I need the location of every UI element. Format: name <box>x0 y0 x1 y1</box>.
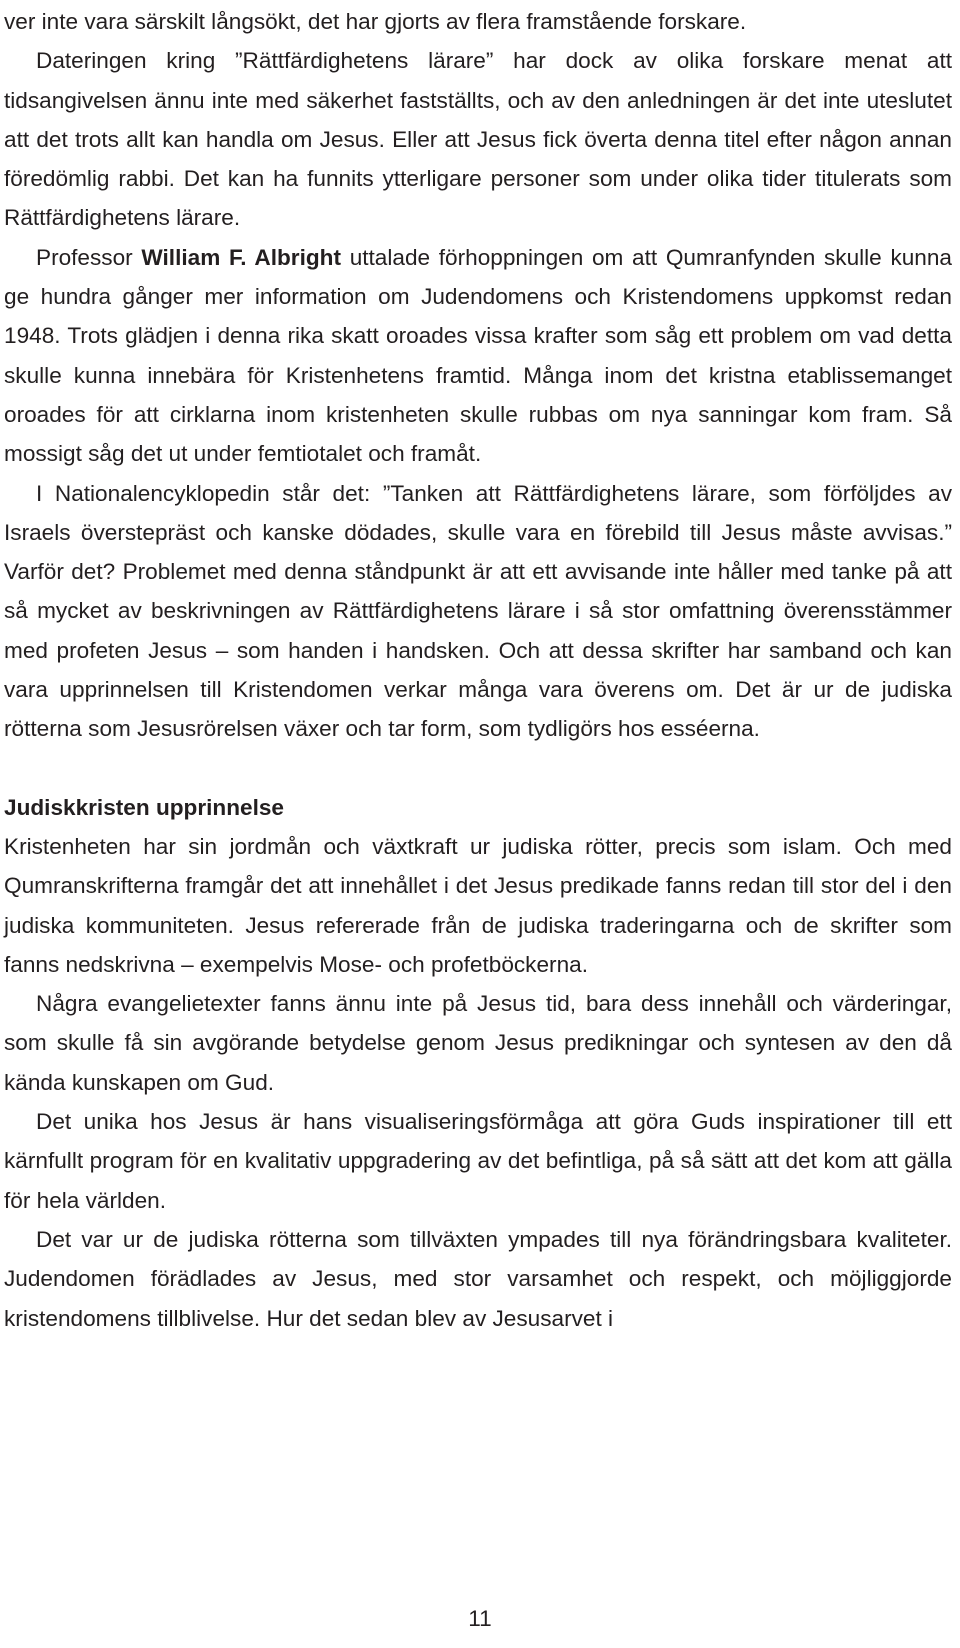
paragraph-3-rest: uttalade förhoppningen om att Qumranfynden skulle kunna ge hundra gånger mer information om Judendomens och Kristendomens uppkomst redan 1948. Trots glädjen i denna rika skatt oroades vissa krafter som såg ett problem om vad detta skulle kunna innebära för Kristenhetens framtid. Många inom det kristna etablissemanget oroades för att cirklarna inom kristenheten skulle rubbas om nya sanningar kom fram. Så mossigt såg det ut under femtiotalet och framåt. <box>4 244 952 467</box>
section-paragraph-4: Det var ur de judiska rötterna som tillväxten ympades till nya förändringsbara kvaliteter. Judendomen förädlades av Jesus, med stor varsamhet och respekt, och möjliggjorde kristendomens tillblivelse. Hur det sedan blev av Jesusarvet i <box>4 1226 952 1331</box>
page-number: 11 <box>468 1606 492 1631</box>
section-gap <box>4 749 952 788</box>
person-name: William F. Albright <box>141 244 341 270</box>
section-paragraph-1: Kristenheten har sin jordmån och växtkraft ur judiska rötter, precis som islam. Och med Qumranskrifterna framgår det att innehållet i det Jesus predikade fanns redan till stor del i den judiska kommuniteten. Jesus refererade från de judiska traderingarna och de skrifter som fanns nedskrivna – exempelvis Mose- och profetböckerna. <box>4 833 952 977</box>
paragraph-4: I Nationalencyklopedin står det: ”Tanken att Rättfärdighetens lärare, som förföljdes av Israels överstepräst och kanske dödades, skulle vara en förebild till Jesus måste avvisas.” Varför det? Problemet med denna ståndpunkt är att ett avvisande inte håller med tanke på att så mycket av beskrivningen av Rättfärdighetens lärare i så stor omfattning överensstämmer med profeten Jesus – som handen i handsken. Och att dessa skrifter har samband och kan vara upprinnelsen till Kristendomen verkar många vara överens om. Det är ur de judiska rötterna som Jesusrörelsen växer och tar form, som tydligörs hos esséerna. <box>4 480 952 742</box>
section-heading: Judiskkristen upprinnelse <box>4 794 284 820</box>
page-body <box>4 2 952 1338</box>
paragraph-3-lead: Professor <box>36 244 142 270</box>
paragraph-2: Dateringen kring ”Rättfärdighetens lärare” har dock av olika forskare menat att tidsangivelsen ännu inte med säkerhet fastställts, och av den anledningen är det inte uteslutet att det trots allt kan handla om Jesus. Eller att Jesus fick överta denna titel efter någon annan föredömlig rabbi. Det kan ha funnits ytterligare personer som under olika tider titulerats som Rättfärdighetens lärare. <box>4 48 952 231</box>
paragraph-1: ver inte vara särskilt långsökt, det har gjorts av flera framstående forskare. <box>4 9 747 34</box>
section-paragraph-3: Det unika hos Jesus är hans visualiseringsförmåga att göra Guds inspirationer till ett kärnfullt program för en kvalitativ uppgradering av det befintliga, på så sätt att det kom att gälla för hela världen. <box>4 1109 952 1213</box>
paragraph-3 <box>4 238 952 474</box>
section-paragraph-2: Några evangelietexter fanns ännu inte på Jesus tid, bara dess innehåll och värderingar, som skulle få sin avgörande betydelse genom Jesus predikningar och syntesen av den då kända kunskapen om Gud. <box>4 991 952 1095</box>
